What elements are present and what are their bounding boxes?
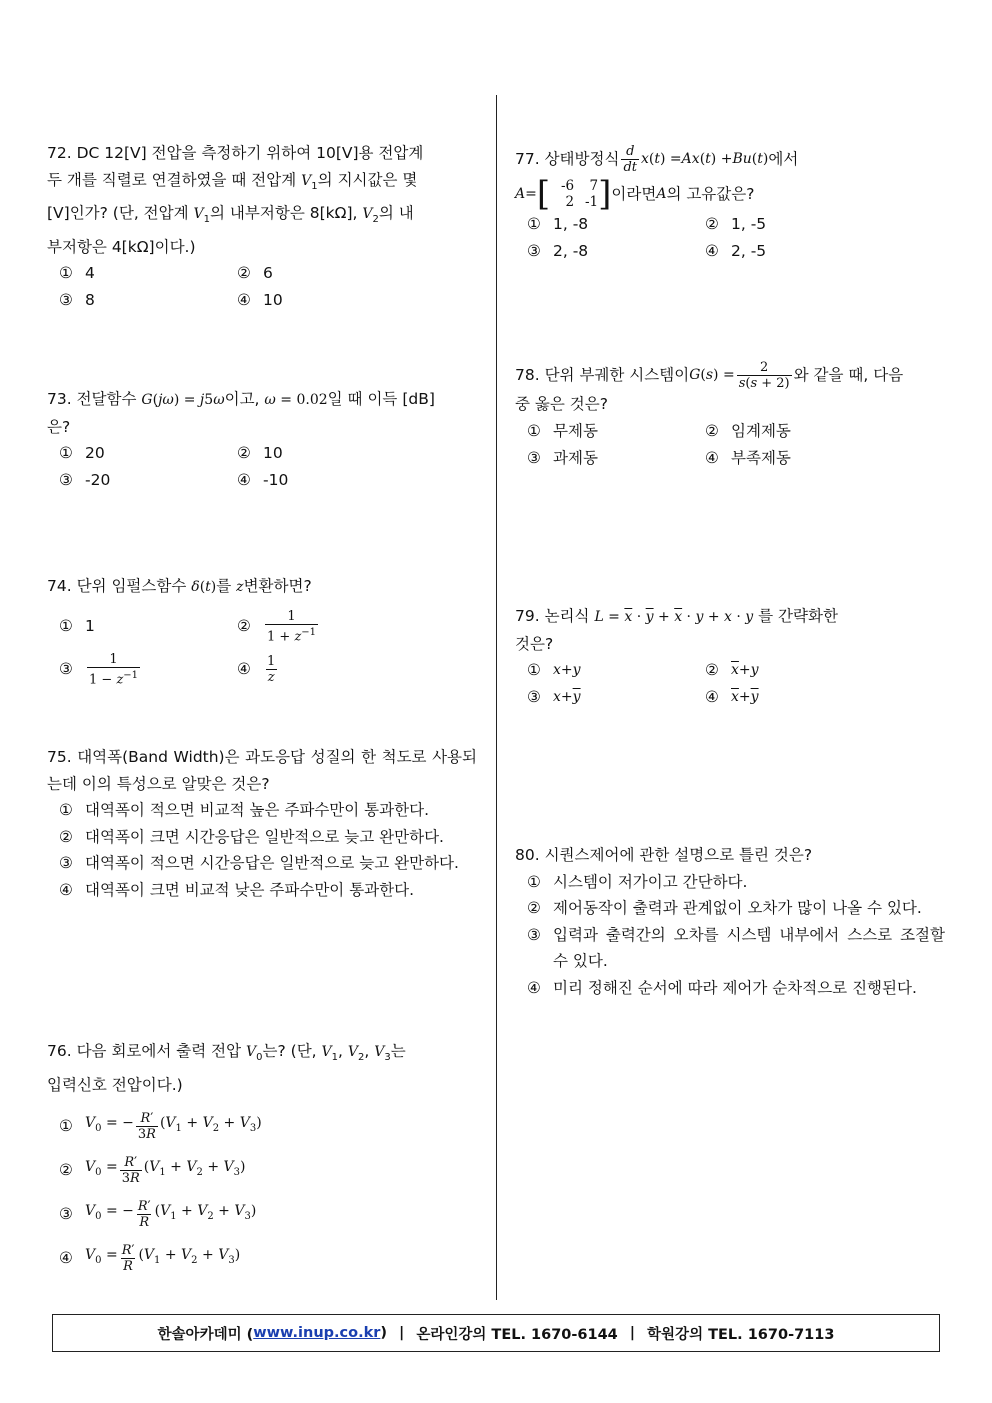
footer-separator: | xyxy=(629,1325,636,1341)
option[interactable]: ④ 미리 정해진 순서에 따라 제어가 순차적으로 진행된다. xyxy=(527,978,917,997)
option[interactable]: ② $V_0$ = $\frac{R'}{3R}$ $(V_1 + V_2 + V_3)$ xyxy=(59,1154,246,1186)
fraction: $\frac{R'}{3R}$ xyxy=(137,1110,156,1142)
option[interactable]: ② 10 xyxy=(237,444,283,463)
option[interactable]: ③ -20 xyxy=(59,471,111,490)
option[interactable]: ④ 10 xyxy=(237,291,283,310)
option[interactable]: ③ 2, -8 xyxy=(527,242,589,261)
question-75 xyxy=(47,744,477,903)
website-link[interactable]: www.inup.co.kr xyxy=(253,1325,381,1341)
option[interactable]: ① 1, -8 xyxy=(527,215,589,234)
footer-banner: 한솔아카데미 ( www.inup.co.kr ) | 온라인강의 TEL. 1670-6144 | 학원강의 TEL. 1670-7113 xyxy=(52,1314,940,1352)
option[interactable]: ④ $\overline{x}$ + $\overline{y}$ xyxy=(705,688,759,707)
option[interactable]: ① x + y xyxy=(527,661,581,680)
question-73 xyxy=(47,386,477,494)
question-79-stem: 79. 논리식 $L = \overline{x} \cdot \overline{y} + \overline{x} \cdot y + x \cdot y$ 를 간략화한 것은? xyxy=(515,607,838,653)
option[interactable]: ① $V_0$ = − $\frac{R'}{3R}$ $(V_1 + V_2 + V_3)$ xyxy=(59,1110,262,1142)
option[interactable]: ③ 대역폭이 적으면 시간응답은 일반적으로 늦고 완만하다. xyxy=(59,854,459,872)
question-79-options xyxy=(515,657,945,711)
option[interactable]: ④ $\frac{1}{z}$ xyxy=(237,653,276,685)
offline-phone: 학원강의 TEL. 1670-7113 xyxy=(647,1326,835,1343)
question-77-stem: 77. 상태방정식 $\frac{d}{dt}$ x ( t ) = Ax ( t ) + Bu ( t ) 에서 A = [ -6 7 2 -1 ] 이라면 A 의 고유값은? xyxy=(515,144,799,214)
option[interactable]: ② 임계제동 xyxy=(705,421,791,440)
question-73-stem: 73. 전달함수 G(jω) = j5ω이고, ω = 0.02일 때 이득 [dB] 은? xyxy=(47,390,435,436)
option[interactable]: ③ $V_0$ = − $\frac{R'}{R}$ $(V_1 + V_2 + V_3)$ xyxy=(59,1198,257,1230)
option[interactable]: ④ $V_0$ = $\frac{R'}{R}$ $(V_1 + V_2 + V_3)$ xyxy=(59,1242,241,1274)
option[interactable]: ③ x + $\overline{y}$ xyxy=(527,688,581,707)
question-77 xyxy=(515,144,945,265)
question-74-stem: 74. 단위 임펄스함수 δ(t)를 z변환하면? xyxy=(47,577,312,595)
fraction: $\frac{1}{1 + z^{-1}}$ xyxy=(267,608,317,644)
option[interactable]: ① 4 xyxy=(59,264,95,283)
fraction: $\frac{1}{z}$ xyxy=(267,653,276,685)
question-72 xyxy=(47,140,477,314)
fraction: $\frac{1}{1 - z^{-1}}$ xyxy=(89,651,139,688)
question-77-options xyxy=(515,211,945,265)
fraction: $\frac{R'}{R}$ xyxy=(121,1242,135,1274)
question-80 xyxy=(515,842,945,1001)
option[interactable]: ③ 과제동 xyxy=(527,448,598,467)
option[interactable]: ① 1 xyxy=(59,616,95,635)
question-80-stem: 80. 시퀀스제어에 관한 설명으로 틀린 것은? xyxy=(515,846,813,864)
footer-separator: | xyxy=(399,1325,405,1341)
option[interactable]: ② $\overline{x}$ + y xyxy=(705,661,759,680)
fraction: $\frac{R'}{R}$ xyxy=(137,1198,151,1230)
question-78-options xyxy=(515,418,945,472)
option[interactable]: ② 대역폭이 크면 시간응답은 일반적으로 늦고 완만하다. xyxy=(59,827,444,846)
option[interactable]: ③ 입력과 출력간의 오차를 시스템 내부에서 스스로 조절할 수 있다. xyxy=(527,925,945,970)
matrix: [ -6 7 2 -1 ] xyxy=(536,174,612,214)
question-78 xyxy=(515,360,945,472)
option[interactable]: ③ $\frac{1}{1 - z^{-1}}$ xyxy=(59,651,139,688)
column-divider xyxy=(496,95,497,1300)
option[interactable]: ③ 8 xyxy=(59,291,95,310)
question-74-options xyxy=(47,609,477,688)
option[interactable]: ① 대역폭이 적으면 비교적 높은 주파수만이 통과한다. xyxy=(59,801,429,819)
question-78-stem: 78. 단위 부궤한 시스템이 G ( s ) = $\frac{2}{s(s + 2)}$ 와 같을 때, 다음 중 옳은 것은? xyxy=(515,360,904,413)
question-74 xyxy=(47,573,477,687)
fraction: $\frac{2}{s(s + 2)}$ xyxy=(738,360,790,391)
option[interactable]: ④ 2, -5 xyxy=(705,242,767,261)
question-72-stem: 72. DC 12[V] 전압을 측정하기 위하여 10[V]용 전압계 두 개를 직렬로 연결하였을 때 전압계 $V_1$의 지시값은 몇 [V]인가? (단, 전압계 $V_1$의 내부저항은 8[kΩ], $V_2$의 내 부저항은 4[kΩ]이다.) xyxy=(47,144,424,256)
online-phone: 온라인강의 TEL. 1670-6144 xyxy=(416,1326,618,1343)
option[interactable]: ① 20 xyxy=(59,444,105,463)
question-73-options xyxy=(47,440,477,494)
derivative: $\frac{d}{dt}$ xyxy=(623,144,637,175)
option[interactable]: ② 1, -5 xyxy=(705,215,767,234)
question-79 xyxy=(515,603,945,711)
question-76 xyxy=(47,1038,477,1280)
fraction: $\frac{R'}{3R}$ xyxy=(121,1154,140,1186)
question-75-stem: 75. 대역폭(Band Width)은 과도응답 성질의 한 척도로 사용되는데 이의 특성으로 알맞은 것은? xyxy=(47,748,477,793)
option[interactable]: ② 제어동작이 출력과 관계없이 오차가 많이 나올 수 있다. xyxy=(527,899,922,917)
option[interactable]: ④ 부족제동 xyxy=(705,448,791,467)
option[interactable]: ① 시스템이 저가이고 간단하다. xyxy=(527,872,748,891)
option[interactable]: ④ 대역폭이 크면 비교적 낮은 주파수만이 통과한다. xyxy=(59,880,415,899)
transfer-function: G xyxy=(141,392,153,408)
question-72-options xyxy=(47,260,477,314)
option[interactable]: ② $\frac{1}{1 + z^{-1}}$ xyxy=(237,608,317,644)
question-76-stem: 76. 다음 회로에서 출력 전압 $V_0$는? (단, $V_1$, $V_2$, $V_3$는 입력신호 전압이다.) xyxy=(47,1042,406,1094)
option[interactable]: ① 무제동 xyxy=(527,421,598,440)
option[interactable]: ② 6 xyxy=(237,264,273,283)
option[interactable]: ④ -10 xyxy=(237,471,289,490)
